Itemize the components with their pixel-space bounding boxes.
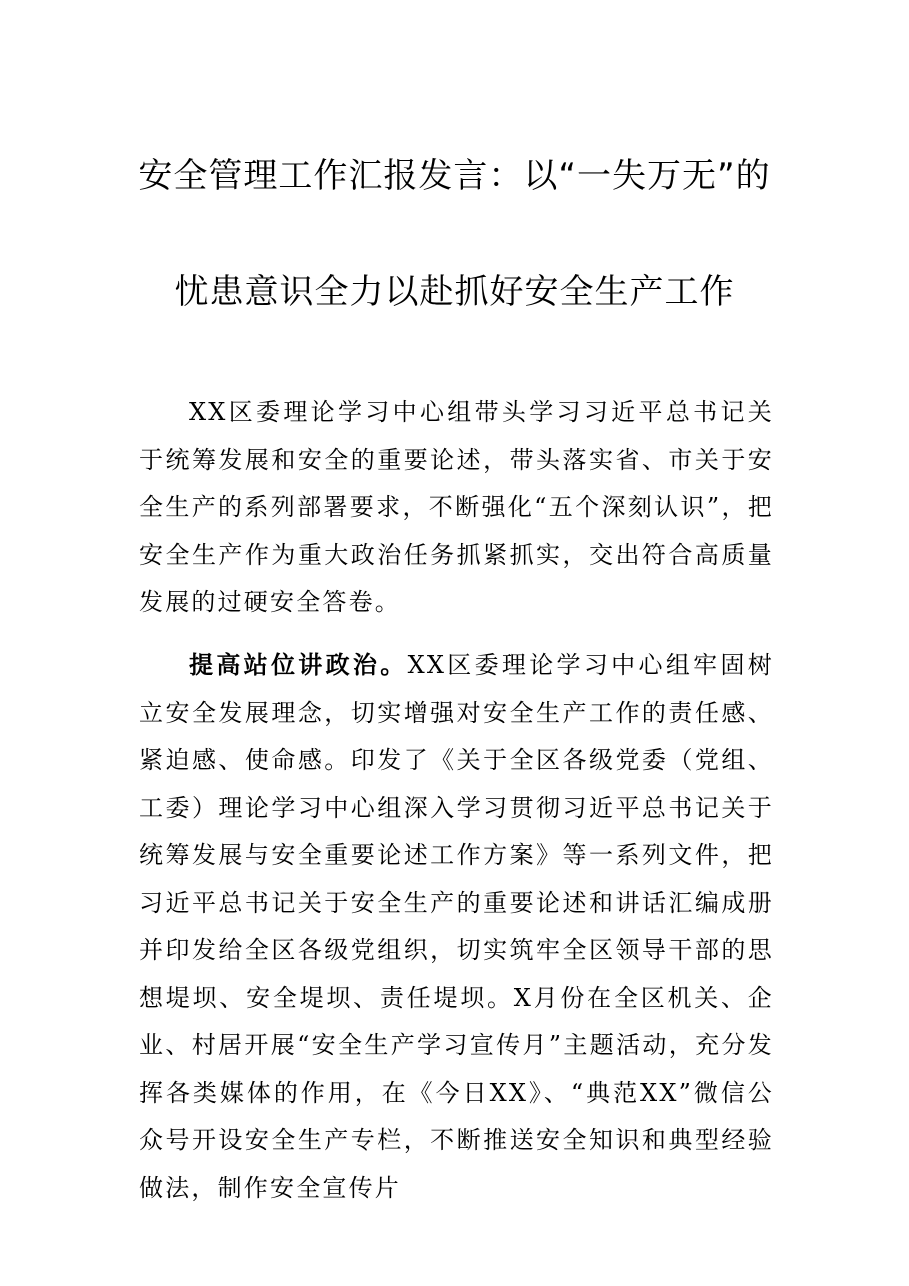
paragraph-1: XX区委理论学习中心组带头学习习近平总书记关于统筹发展和安全的重要论述，带头落实省、市关于安全生产的系列部署要求，不断强化“五个深刻认识”，把安全生产作为重大政治任务抓紧抓实，交出符合高质量发展的过硬安全答卷。 bbox=[139, 398, 774, 616]
document-title-line-2: 忧患意识全力以赴抓好安全生产工作 bbox=[174, 272, 735, 312]
paragraph-2 bbox=[139, 641, 774, 1212]
paragraph-2-body: XX区委理论学习中心组牢固树立安全发展理念，切实增强对安全生产工作的责任感、紧迫感、使命感。印发了《关于全区各级党委（党组、工委）理论学习中心组深入学习贯彻习近平总书记关于统筹发展与安全重要论述工作方案》等一系列文件，把习近平总书记关于安全生产的重要论述和讲话汇编成册并印发给全区各级党组织，切实筑牢全区领导干部的思想堤坝、安全堤坝、责任堤坝。X月份在全区机关、企业、村居开展“安全生产学习宣传月”主题活动，充分发挥各类媒体的作用，在《今日XX》、“典范XX”微信公众号开设安全生产专栏，不断推送安全知识和典型经验做法，制作安全宣传片 bbox=[139, 651, 774, 1202]
paragraph-2-lead-heading: 提高站位讲政治。 bbox=[189, 650, 408, 679]
document-title-line-1: 安全管理工作汇报发言：以“一失万无”的 bbox=[138, 156, 771, 196]
